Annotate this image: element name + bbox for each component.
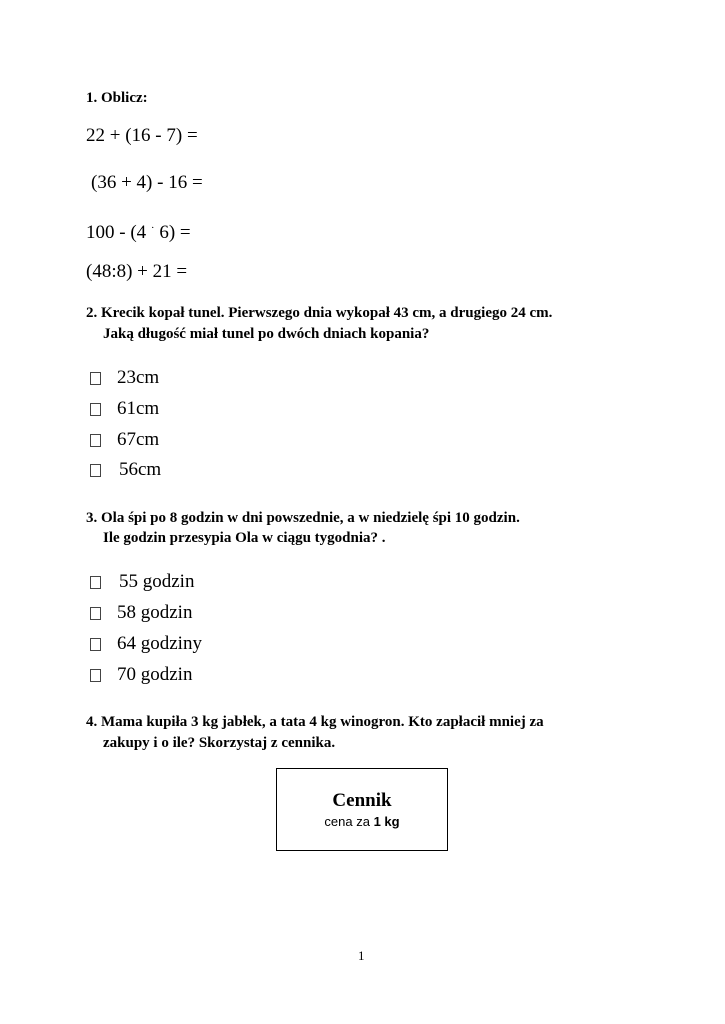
price-list-subtitle-prefix: cena za bbox=[324, 814, 374, 829]
task4-question-line-2: zakupy i o ile? Skorzystaj z cennika. bbox=[103, 735, 336, 751]
task1-expression-4: (48:8) + 21 = bbox=[86, 261, 188, 282]
task1-expression-3-part-b: 6) = bbox=[154, 222, 191, 243]
price-list-box bbox=[276, 768, 448, 851]
option-label: 61cm bbox=[117, 398, 160, 419]
task2-question-line-2: Jaką długość miał tunel po dwóch dniach kopania? bbox=[103, 326, 430, 342]
option-label: 70 godzin bbox=[117, 664, 193, 685]
option-label: 64 godziny bbox=[117, 633, 202, 654]
checkbox[interactable] bbox=[90, 372, 101, 385]
task1-expression-3 bbox=[86, 216, 191, 245]
option-label: 58 godzin bbox=[117, 602, 193, 623]
option-label: 55 godzin bbox=[119, 571, 195, 592]
checkbox[interactable] bbox=[90, 669, 101, 682]
task1-expression-2: (36 + 4) - 16 = bbox=[91, 172, 203, 193]
task2-option-4[interactable] bbox=[90, 458, 161, 482]
price-list-title: Cennik bbox=[332, 790, 392, 811]
task3-question-line-2: Ile godzin przesypia Ola w ciągu tygodnia? . bbox=[103, 530, 386, 546]
task2-option-3[interactable] bbox=[90, 428, 159, 452]
task2-question-line-1: 2. Krecik kopał tunel. Pierwszego dnia wykopał 43 cm, a drugiego 24 cm. bbox=[86, 305, 553, 321]
task1-expression-1: 22 + (16 - 7) = bbox=[86, 125, 198, 146]
task4-question-line-1: 4. Mama kupiła 3 kg jabłek, a tata 4 kg winogron. Kto zapłacił mniej za bbox=[86, 714, 544, 730]
checkbox[interactable] bbox=[90, 638, 101, 651]
task3-option-4[interactable] bbox=[90, 663, 192, 687]
checkbox[interactable] bbox=[90, 464, 101, 477]
option-label: 56cm bbox=[119, 459, 162, 480]
option-label: 23cm bbox=[117, 367, 160, 388]
checkbox[interactable] bbox=[90, 576, 101, 589]
price-list-unit: 1 kg bbox=[373, 814, 400, 829]
task3-option-3[interactable] bbox=[90, 632, 202, 656]
task3-option-2[interactable] bbox=[90, 601, 192, 625]
option-label: 67cm bbox=[117, 429, 160, 450]
price-list-subtitle bbox=[277, 813, 447, 831]
multiplication-dot: · bbox=[150, 222, 155, 234]
checkbox[interactable] bbox=[90, 607, 101, 620]
task3-option-1[interactable] bbox=[90, 570, 194, 594]
task2-option-2[interactable] bbox=[90, 397, 159, 421]
task1-heading: 1. Oblicz: bbox=[86, 90, 148, 106]
task3-question-line-1: 3. Ola śpi po 8 godzin w dni powszednie, a w niedzielę śpi 10 godzin. bbox=[86, 510, 520, 526]
task2-option-1[interactable] bbox=[90, 366, 159, 390]
task1-expression-3-part-a: 100 - (4 bbox=[86, 222, 151, 243]
checkbox[interactable] bbox=[90, 403, 101, 416]
page-number: 1 bbox=[358, 948, 365, 963]
checkbox[interactable] bbox=[90, 434, 101, 447]
